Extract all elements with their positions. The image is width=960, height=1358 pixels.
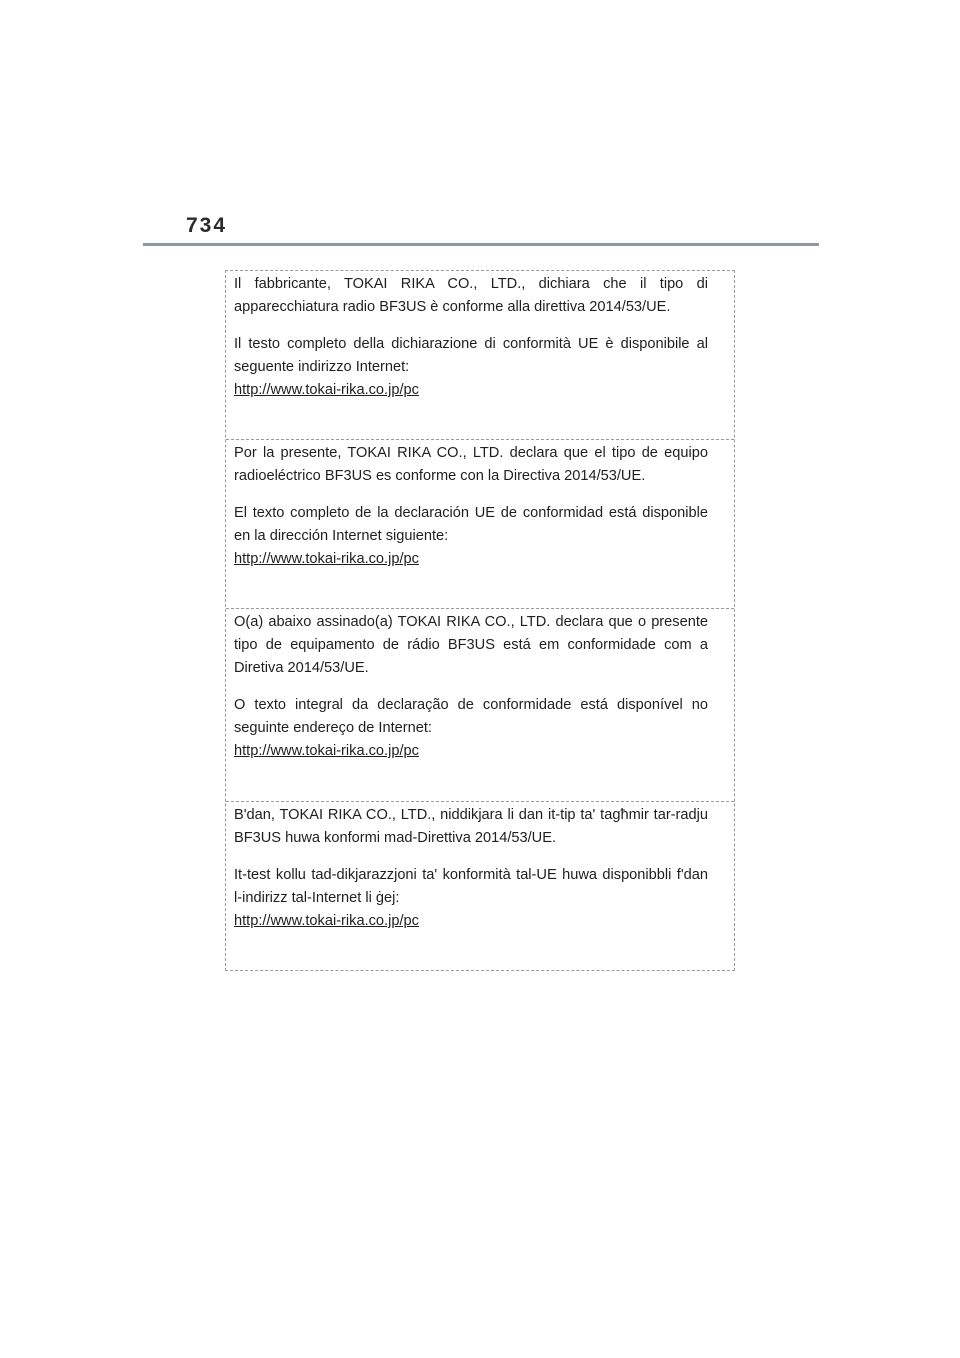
section-portuguese xyxy=(226,609,734,802)
statement-text: Il fabbricante, TOKAI RIKA CO., LTD., dichiara che il tipo di apparecchiatura radio BF3US è conforme alla direttiva 2014/53/UE. xyxy=(234,276,708,315)
page-number: 734 xyxy=(186,214,228,237)
availability-text xyxy=(234,694,708,763)
availability-label: It-test kollu tad-dikjarazzjoni ta' konformità tal-UE huwa disponibbli f'dan l-indirizz tal-Internet li ġej: xyxy=(234,867,708,906)
availability-text xyxy=(234,864,708,933)
availability-text xyxy=(234,502,708,571)
statement-text: B'dan, TOKAI RIKA CO., LTD., niddikjara li dan it-tip ta' tagħmir tar-radju BF3US huwa konformi mad-Direttiva 2014/53/UE. xyxy=(234,807,708,846)
conformity-url-link[interactable]: http://www.tokai-rika.co.jp/pc xyxy=(234,743,419,759)
section-maltese xyxy=(226,802,734,970)
conformity-url-link[interactable]: http://www.tokai-rika.co.jp/pc xyxy=(234,913,419,929)
conformity-url-link[interactable]: http://www.tokai-rika.co.jp/pc xyxy=(234,382,419,398)
availability-label: O texto integral da declaração de conformidade está disponível no seguinte endereço de Internet: xyxy=(234,697,708,736)
conformity-url-link[interactable]: http://www.tokai-rika.co.jp/pc xyxy=(234,551,419,567)
availability-label: Il testo completo della dichiarazione di conformità UE è disponibile al seguente indirizzo Internet: xyxy=(234,336,708,375)
availability-text xyxy=(234,333,708,402)
header-rule xyxy=(143,243,819,246)
section-italian xyxy=(226,271,734,440)
declaration-of-conformity-box xyxy=(225,270,735,971)
section-spanish xyxy=(226,440,734,609)
statement-text: O(a) abaixo assinado(a) TOKAI RIKA CO., LTD. declara que o presente tipo de equipamento de rádio BF3US está em conformidade com a Diretiva 2014/53/UE. xyxy=(234,614,708,676)
availability-label: El texto completo de la declaración UE de conformidad está disponible en la dirección Internet siguiente: xyxy=(234,505,708,544)
statement-text: Por la presente, TOKAI RIKA CO., LTD. declara que el tipo de equipo radioeléctrico BF3US es conforme con la Directiva 2014/53/UE. xyxy=(234,445,708,484)
